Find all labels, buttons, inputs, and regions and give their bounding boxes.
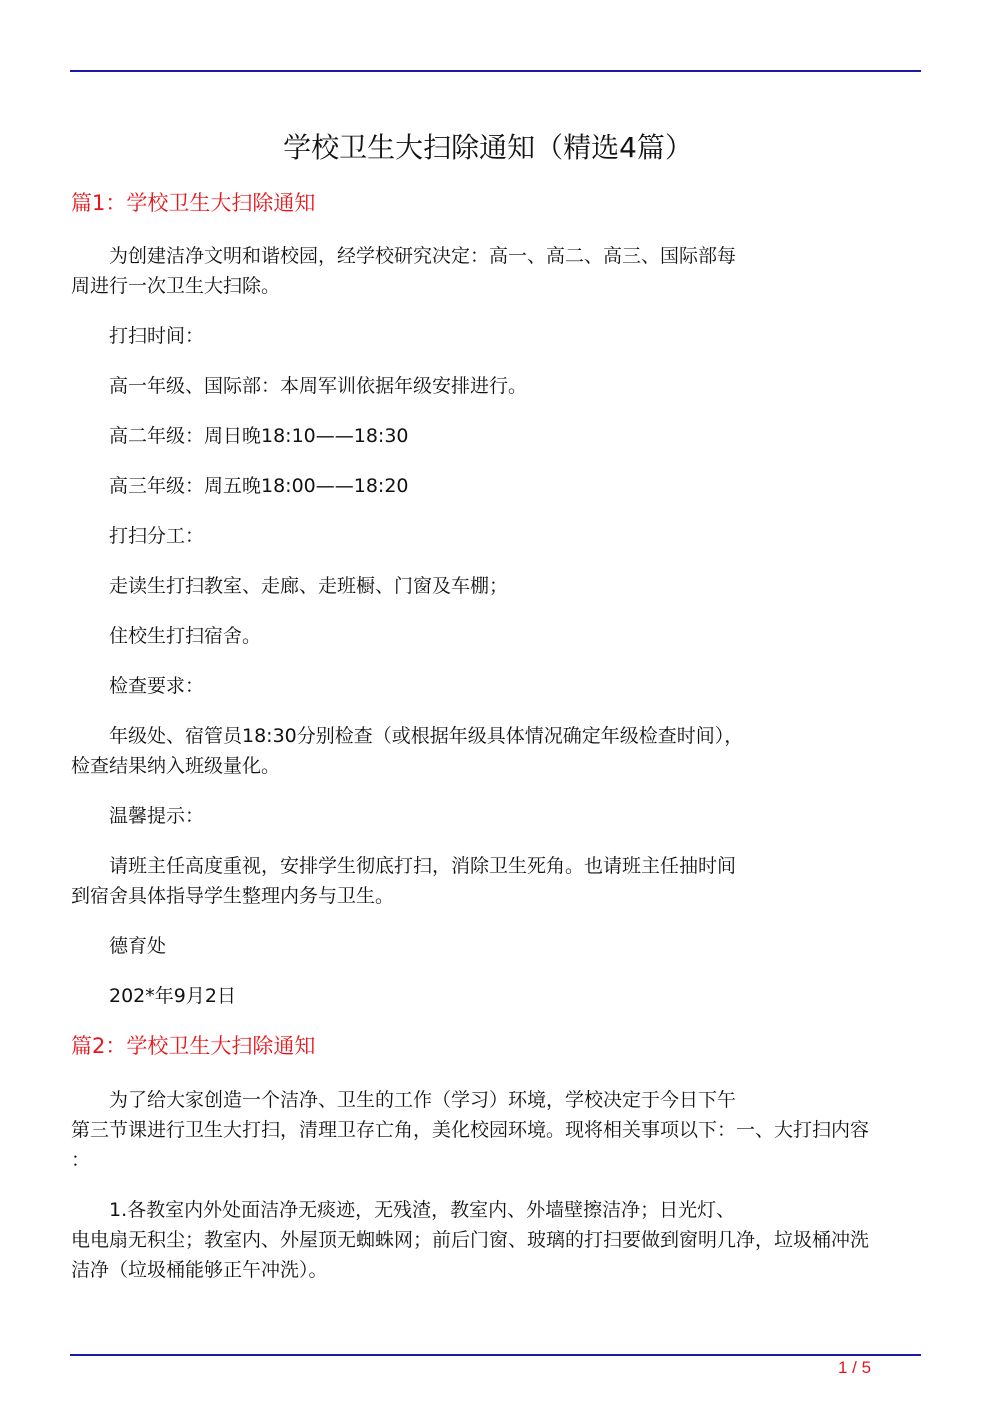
section-heading-2: 篇2：学校卫生大扫除通知 (71, 1034, 316, 1058)
paragraph (71, 421, 921, 451)
paragraph (71, 571, 921, 601)
page-number: 1 / 5 (838, 1358, 872, 1377)
footer-rule (70, 1354, 921, 1356)
paragraph (71, 801, 921, 831)
paragraph-line: 1.各教室内外处面洁净无痰迹，无残渣，教室内、外墙壁擦洁净；日光灯、 (109, 1199, 736, 1221)
paragraph-line: 住校生打扫宿舍。 (109, 625, 262, 647)
paragraph-line: 高三年级：周五晚18:00——18:20 (109, 475, 409, 497)
paragraph-line: 德育处 (109, 935, 167, 957)
paragraph (71, 671, 921, 701)
paragraph-line: ： (71, 1149, 91, 1171)
paragraph (71, 471, 921, 501)
paragraph-line: 高一年级、国际部：本周军训依据年级安排进行。 (109, 375, 528, 397)
paragraph-line: 周进行一次卫生大扫除。 (71, 275, 281, 297)
paragraph-line: 为创建洁净文明和谐校园，经学校研究决定：高一、高二、高三、国际部每 (109, 245, 737, 267)
paragraph-line: 走读生打扫教室、走廊、走班橱、门窗及车棚； (109, 575, 509, 597)
paragraph-line: 年级处、宿管员18:30分别检查（或根据年级具体情况确定年级检查时间）， (109, 725, 744, 747)
paragraph (71, 241, 921, 301)
paragraph-line: 检查结果纳入班级量化。 (71, 755, 281, 777)
paragraph (71, 521, 921, 551)
paragraph (71, 321, 921, 351)
paragraph-line: 为了给大家创造一个洁净、卫生的工作（学习）环境，学校决定于今日下午 (109, 1089, 737, 1111)
paragraph (71, 1085, 921, 1175)
document-title: 学校卫生大扫除通知（精选4篇） (283, 131, 693, 164)
paragraph (71, 371, 921, 401)
paragraph (71, 721, 921, 781)
paragraph-line: 电电扇无积尘；教室内、外屋顶无蜘蛛网；前后门窗、玻璃的打扫要做到窗明几净，垃圾桶冲洗 (71, 1229, 870, 1251)
paragraph-line: 到宿舍具体指导学生整理内务与卫生。 (71, 885, 395, 907)
paragraph-line: 第三节课进行卫生大打扫，清理卫存亡角，美化校园环境。现将相关事项以下：一、大打扫内容 (71, 1119, 870, 1141)
paragraph-line: 202*年9月2日 (109, 985, 236, 1007)
paragraph-line: 打扫时间： (109, 325, 205, 347)
paragraph-line: 请班主任高度重视，安排学生彻底打扫，消除卫生死角。也请班主任抽时间 (109, 855, 737, 877)
paragraph-line: 温馨提示： (109, 805, 205, 827)
paragraph-line: 高二年级：周日晚18:10——18:30 (109, 425, 409, 447)
paragraph-line: 洁净（垃圾桶能够正午冲洗）。 (71, 1259, 328, 1281)
paragraph-line: 打扫分工： (109, 525, 205, 547)
header-rule (70, 70, 921, 72)
section-heading-1: 篇1：学校卫生大扫除通知 (71, 191, 316, 215)
paragraph (71, 621, 921, 651)
paragraph (71, 1195, 921, 1285)
signature-date (71, 981, 921, 1011)
signature-department (71, 931, 921, 961)
paragraph-line: 检查要求： (109, 675, 205, 697)
paragraph (71, 851, 921, 911)
